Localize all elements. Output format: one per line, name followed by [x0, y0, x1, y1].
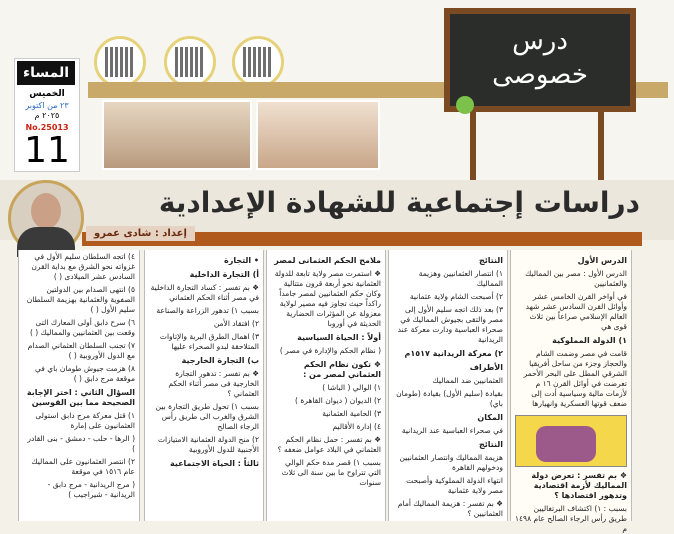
author-avatar — [8, 180, 84, 256]
col5-text: في أواخر القرن الخامس عشر وأوائل القرن السادس عشر شهد العالم الإسلامي صراعاً بين ثلاث قوى هي — [525, 292, 627, 331]
classroom-photo-2 — [256, 100, 380, 170]
col3-text: ( نظام الحكم والإدارة في مصر ) — [279, 346, 381, 355]
col3-text: ❖ استمرت مصر ولاية تابعة للدولة العثمانية نحو أربعة قرون متتالية وكان حكم العثمانيين لمصر جامداً راكداً حيث تجاوز فيه مصير لولاية معزولة عن المؤثرات الحضارية الحديثة في أوروبا — [274, 269, 381, 328]
col1-text: ٦) سرح دابق أولى المعارك التى وقعت بين العثمانيين والمماليك ( ) — [29, 318, 135, 337]
col4-text: العثمانيين ضد المماليك — [432, 376, 503, 385]
col1-text: ٥) انتهى الصدام بين الدولتين الصفوية والعثمانية بهزيمة السلطان سليم الأول ( ) — [26, 285, 135, 314]
column-5 — [510, 250, 632, 533]
col3-heading: ملامح الحكم العثمانى لمصر — [274, 256, 381, 265]
issue-day: الخميس — [29, 89, 65, 99]
col4-text: ❖ بم تفسر : هزيمة المماليك أمام العثمانيين ؟ — [397, 499, 503, 518]
board-stand-right — [598, 104, 604, 180]
issue-big-number: 11 — [24, 130, 70, 171]
column-2 — [144, 250, 264, 521]
board-line2: خصوصى — [492, 60, 588, 90]
page-title: دراسات إجتماعية للشهادة الإعدادية — [158, 186, 640, 219]
column-1 — [18, 250, 140, 521]
issue-date — [15, 101, 79, 121]
col1-text: ٤) اتجه السلطان سليم الأول في غزواته نحو الشرق مع بداية القرن السادس عشر الميلادى ( ) — [31, 252, 135, 281]
apple-icon — [456, 96, 474, 114]
col2-text: ٢) منح الدولة العثمانية الامتيازات الأجنبية للدول الأوروبية — [157, 435, 259, 454]
col1-text: ١) قتل معركة مرج دابق استولى العثمانيون على إمارة — [35, 411, 135, 430]
col4-text: في صحراء العباسية عند الريدانية — [401, 426, 503, 435]
col2-heading: أ) التجارة الداخلية — [189, 270, 259, 279]
col2-text: ❖ بم تفسر : تدهور التجارة الخارجية فى مصر أثناء الحكم العثماني ؟ — [168, 369, 259, 398]
col4-text: هزيمة المماليك وانتصار العثمانيين ودخولهم القاهرة — [399, 453, 503, 472]
col3-text: ١) الوالي ( الباشا ) — [322, 383, 381, 392]
col3-text: ٤) إدارة الأقاليم — [332, 422, 381, 431]
col3-text: بسبب ١) قصر مدة حكم الوالي التي تتراوح ما بين سنة الى ثلاث سنوات — [281, 458, 381, 487]
col5-text: قامت في مصر وضمت الشام والحجاز وجزء من ساحل أفريقيا الشرقي المطل على البحر الأحمر تعرضت في أوائل القرن ١٦ م لأزمات مالية وسياسية أدت إلى ضعف قوتها العسكرية وانهيارها — [523, 349, 627, 408]
qr-code-3[interactable] — [232, 36, 284, 88]
newspaper-masthead — [14, 58, 80, 172]
issue-date-line2: ٢٠٢٥ م — [34, 111, 60, 120]
col1-text: ( الرها - حلب - دمشق - بنى القادر ) — [27, 434, 135, 453]
issue-date-line1: ٢٣ من اكتوبر — [25, 101, 69, 110]
col4-text: ١) انتصار العثمانيين وهزيمة المماليك — [418, 269, 503, 288]
issue-number: No.25013 — [25, 123, 69, 132]
column-3 — [266, 250, 386, 521]
col4-text: ٢) أصبحت الشام ولاية عثمانية — [409, 292, 503, 301]
col4-heading: الأطراف — [469, 363, 503, 372]
col2-text: بسبب ١) تدهور الزراعة والصناعة — [156, 306, 259, 315]
col3-heading: أولاً : الحياة السياسية — [297, 333, 381, 342]
col1-text: ٧) تجنب السلطان العثماني الصدام مع الدول الأوروبية ( ) — [27, 341, 135, 360]
col3-text: ٣) الحامية العثمانية — [322, 409, 381, 418]
col3-text: ٢) الديوان ( ديوان القاهرة ) — [295, 396, 381, 405]
col3-text: ❖ بم تفسر : حمل نظام الحكم العثماني في البلاد عوامل ضعفه ؟ — [277, 435, 381, 454]
board-line1: درس — [512, 26, 568, 56]
qr-code-2[interactable] — [164, 36, 216, 88]
col4-heading: ٢) معركة الريدانية ١٥١٧م — [404, 349, 503, 358]
author-name: إعداد : شادى عمرو — [86, 226, 195, 241]
col5-heading: ١) الدولة المملوكية — [552, 336, 627, 345]
col5-heading: الدرس الأول — [577, 256, 627, 265]
col1-heading: السؤال الثاني : اختر الإجابة الصحيحة مما بين القوسين — [26, 388, 135, 407]
col1-text: ٨) هزمت جيوش طومان باي في موقعة مرج دابق ( ) — [34, 364, 135, 383]
col4-text: ٣) بعد ذلك اتجه سليم الأول إلى مصر والتقى بجيوش المماليك في صحراء العباسية ودارت معركة عند الريدانية — [397, 305, 503, 344]
col3-heading: ❖ تكون نظام الحكم العثماني لمصر من : — [303, 360, 381, 379]
col2-heading: • التجارة — [223, 256, 259, 265]
col2-text: ٢) افتقاد الأمن — [213, 319, 259, 328]
col2-text: ❖ بم تفسر : كساد التجارة الداخلية في مصر أثناء الحكم العثماني — [150, 283, 259, 302]
newspaper-logo: المساء — [17, 61, 75, 85]
col5-heading: ❖ بم تفسر : تعرض دولة المماليك لأزمة اقتصادية وتدهور اقتصادها ؟ — [531, 471, 627, 500]
col2-text: ٣) اهمال الطرق البرية والإتاوات المتلاحقة لبدو الصحراء عليها — [159, 332, 259, 351]
col2-text: بسبب ١) تحول طريق التجارة بين الشرق والغرب الى طريق رأس الرجاء الصالح — [155, 402, 259, 431]
col1-text: ٢) انتصر العثمانيون على المماليك عام ١٥١٦ في موقعة — [31, 457, 135, 476]
chalkboard — [444, 8, 636, 112]
col4-heading: النتائج — [478, 440, 503, 449]
article-columns — [0, 250, 674, 533]
board-stand-left — [470, 104, 476, 180]
map-image — [515, 415, 627, 467]
col4-text: انتهاء الدولة المملوكية وأصبحت مصر ولاية عثمانية — [406, 476, 503, 495]
col5-text: بسبب : ١) اكتشاف البرتغاليين طريق رأس الرجاء الصالح عام ١٤٩٨ م — [515, 504, 627, 533]
col2-heading: ثالثاً : الحياة الاجتماعية — [169, 459, 259, 468]
col4-text: بقيادة (سليم الأول) بقيادة (طومان باي) — [396, 389, 503, 408]
col1-text: ( مرج الريدانية - مرج دابق - الريدانية - شيراجيب ) — [47, 480, 135, 499]
qr-code-1[interactable] — [94, 36, 146, 88]
column-4 — [388, 250, 508, 521]
col2-heading: ب) التجارة الخارجية — [181, 356, 259, 365]
col4-heading: النتائج — [478, 256, 503, 265]
col5-text: الدرس الأول : مصر بين المماليك والعثمانيين — [525, 269, 627, 288]
classroom-photo-1 — [102, 100, 252, 170]
col4-heading: المكان — [477, 413, 503, 422]
